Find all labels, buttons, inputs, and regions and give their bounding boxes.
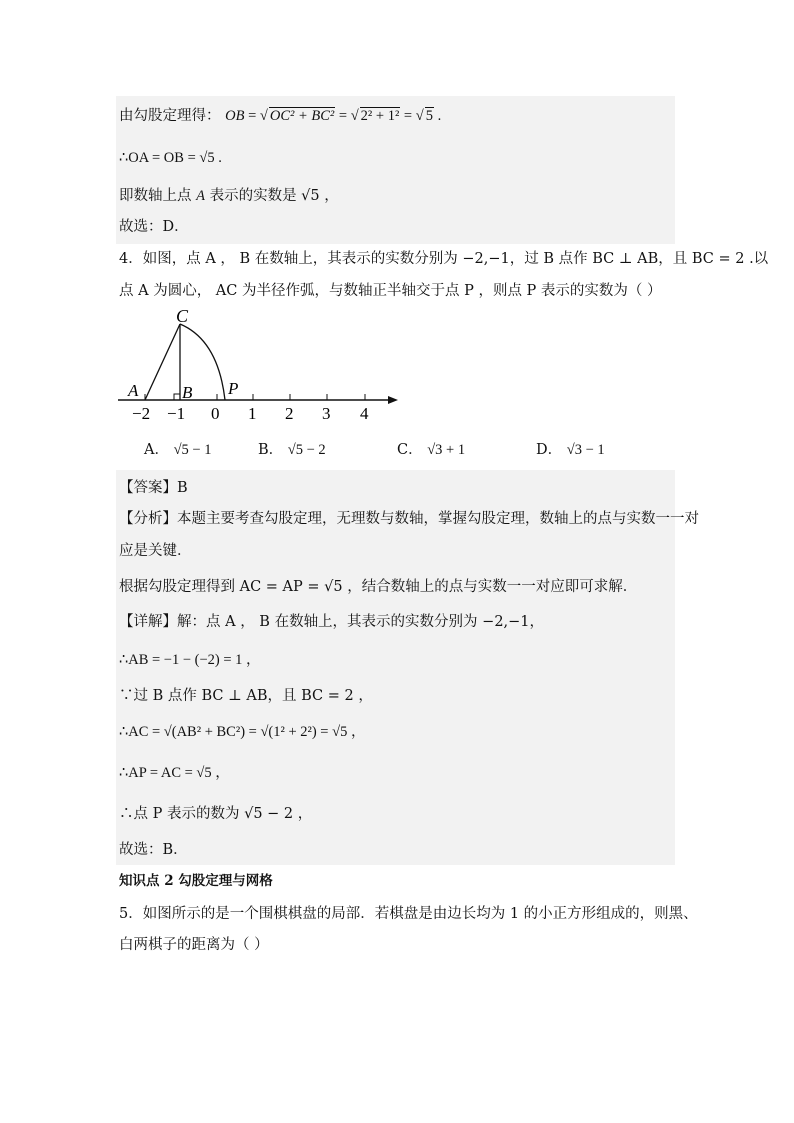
label-c: C <box>176 306 189 326</box>
option-c: C． √3 + 1 <box>397 442 466 458</box>
detail-line-2: ∴AB = −1 − (−2) = 1 ， <box>119 652 261 668</box>
question-5-line-2: 白两棋子的距离为（ ） <box>119 937 269 953</box>
tick-label: 1 <box>248 404 257 423</box>
tick-label: 2 <box>285 404 294 423</box>
tick-label: −2 <box>132 404 151 423</box>
detail-line-3: ∵过 B 点作 BC ⊥ AB，且 BC = 2 ， <box>119 688 373 704</box>
tick-label: 4 <box>360 404 369 423</box>
label-b: B <box>182 383 193 402</box>
question-5-line-1: 5．如图所示的是一个围棋棋盘的局部．若棋盘是由边长均为 1 的小正方形组成的，则黑、 <box>119 906 698 922</box>
section-title: 知识点 2 勾股定理与网格 <box>119 873 273 889</box>
option-b: B． √5 − 2 <box>258 442 326 458</box>
tick-label: 3 <box>322 404 331 423</box>
radical-sign: √ <box>415 108 424 124</box>
axis-arrow-icon <box>388 396 398 404</box>
math-var: A <box>196 188 205 204</box>
text: 即数轴上点 <box>119 188 197 204</box>
oa-equals-ob-line: ∴OA = OB = √5 . <box>119 150 222 166</box>
math-var: OB <box>225 108 245 124</box>
radical-sign: √ <box>259 108 268 124</box>
segment-ac <box>145 324 180 400</box>
analysis-line-1: 【分析】本题主要考查勾股定理，无理数与数轴，掌握勾股定理，数轴上的点与实数一一对 <box>119 511 699 527</box>
question-4-line-1: 4．如图，点 A ， B 在数轴上，其表示的实数分别为 −2,−1，过 B 点作 BC ⊥ AB，且 BC = 2 .以 <box>119 251 769 267</box>
detail-line-4: ∴AC = √(AB² + BC²) = √(1² + 2²) = √5 ， <box>119 724 366 740</box>
tick-label: 0 <box>211 404 220 423</box>
detail-line-5: ∴AP = AC = √5 ， <box>119 765 230 781</box>
detail-line-6: ∴点 P 表示的数为 √5 − 2 ， <box>119 806 313 822</box>
number-line-figure <box>110 306 410 430</box>
period: . <box>433 108 442 124</box>
detail-line-7: 故选：B． <box>119 842 188 858</box>
analysis-line-2: 应是关键． <box>119 543 192 559</box>
point-a-value-line <box>119 186 339 206</box>
tick-label: −1 <box>167 404 186 423</box>
option-d: D． √3 − 1 <box>536 442 605 458</box>
answer-line: 【答案】B <box>119 480 188 496</box>
analysis-line-3: 根据勾股定理得到 AC = AP = √5 ，结合数轴上的点与实数一一对应即可求解． <box>119 579 638 595</box>
right-angle-mark <box>174 394 180 400</box>
text: 由勾股定理得： <box>119 108 221 124</box>
option-a: A． √5 − 1 <box>144 442 212 458</box>
pythagoras-line-ob: 由勾股定理得： OB = √ OC² + BC² = √ 2² + 1² = √ 5 . <box>119 108 442 124</box>
label-a: A <box>128 381 139 400</box>
choose-d-line: 故选：D． <box>119 219 189 235</box>
math-eq: = <box>244 108 260 124</box>
radicand: OC² + BC² <box>269 108 335 124</box>
radicand: 2² + 1² <box>360 108 400 124</box>
radical-sign: √ <box>350 108 359 124</box>
question-4-line-2: 点 A 为圆心， AC 为半径作弧，与数轴正半轴交于点 P ，则点 P 表示的实数为（ ） <box>119 283 662 299</box>
radicand: 5 <box>425 108 433 124</box>
text: 表示的实数是 √5 ， <box>204 188 339 204</box>
label-p: P <box>228 379 239 398</box>
detail-line-1: 【详解】解：点 A ， B 在数轴上，其表示的实数分别为 −2,−1， <box>119 614 545 630</box>
